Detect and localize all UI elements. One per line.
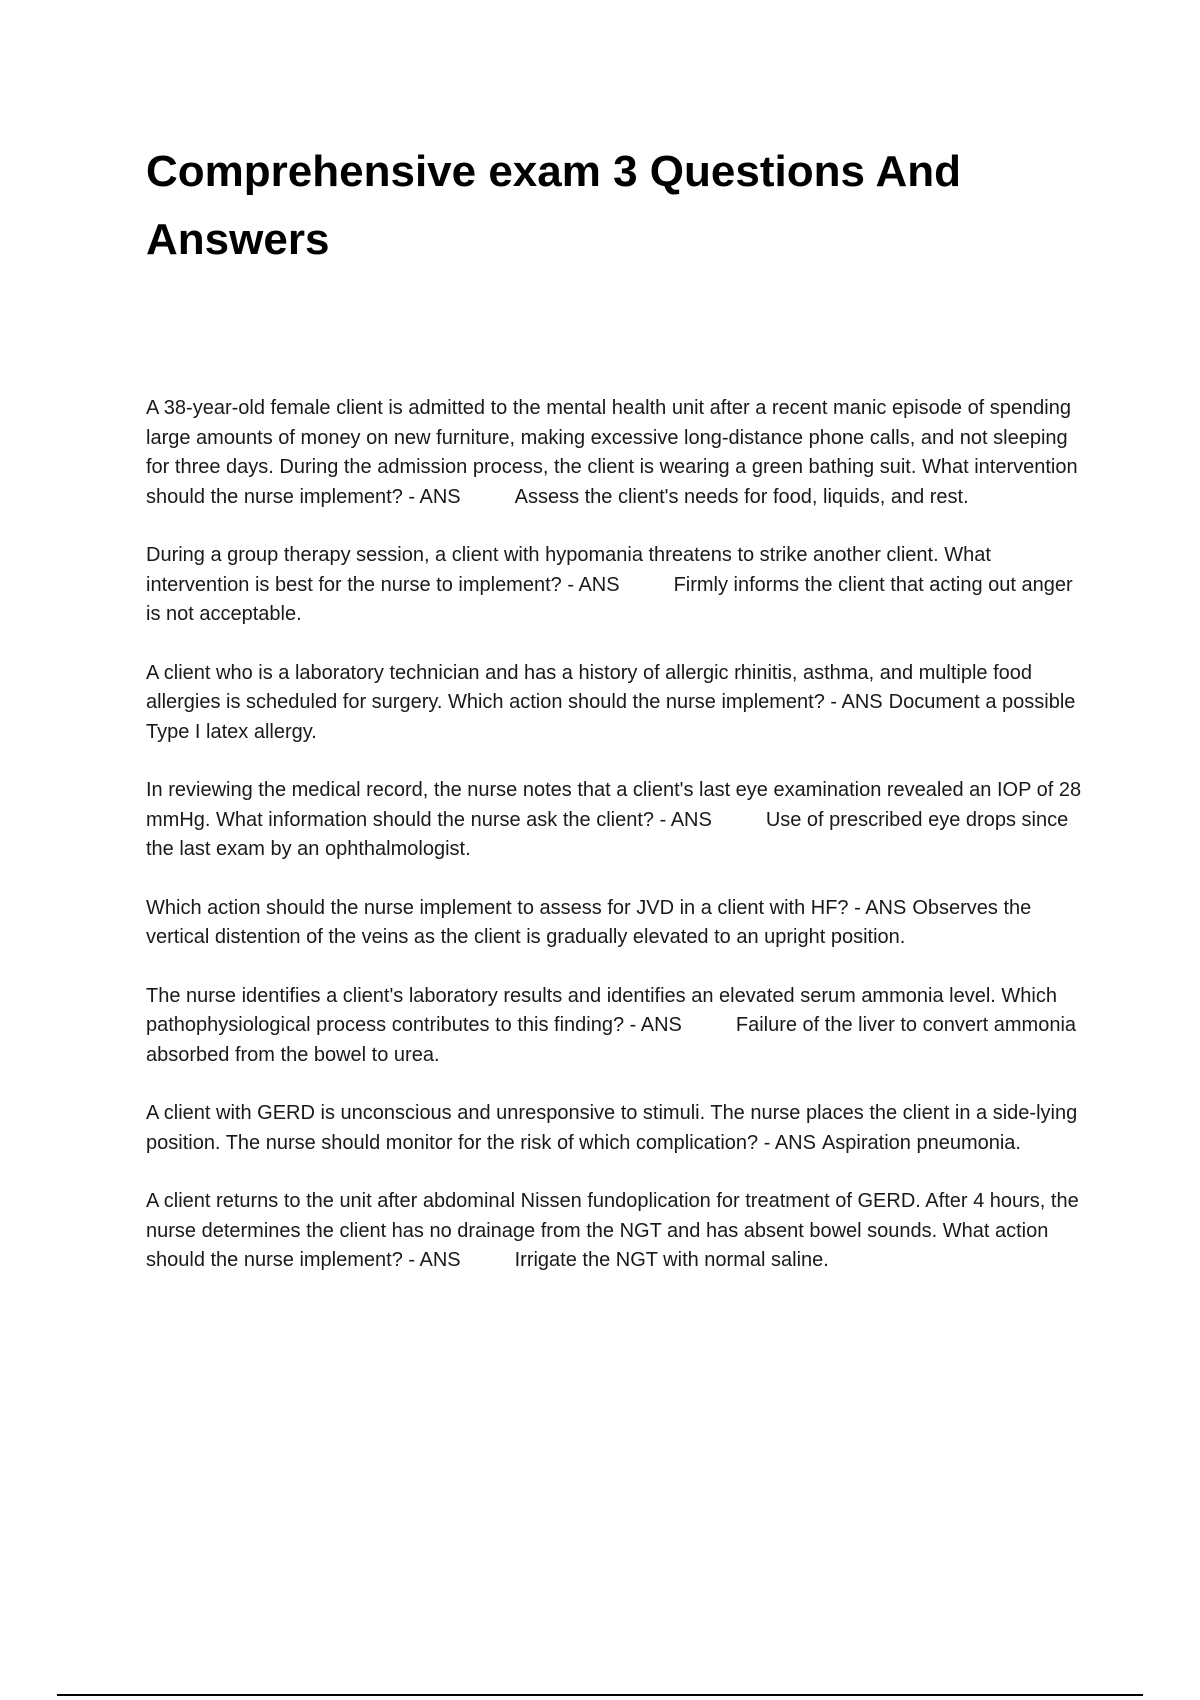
answer-text: Document a possible Type I latex allergy. <box>146 691 1076 743</box>
qa-item <box>146 1099 1092 1158</box>
question-text: The nurse identifies a client's laboratory results and identifies an elevated serum ammonia level. Which pathophysiological process contributes to this finding? - ANS <box>146 984 1057 1036</box>
answer-text: Observes the vertical distention of the veins as the client is gradually elevated to an upright position. <box>146 896 1032 948</box>
question-text: Which action should the nurse implement to assess for JVD in a client with HF? - ANS <box>146 896 907 919</box>
question-text: In reviewing the medical record, the nurse notes that a client's last eye examination revealed an IOP of 28 mmHg. What information should the nurse ask the client? - ANS <box>146 779 1082 831</box>
qa-list <box>146 394 1092 1305</box>
document-title: Comprehensive exam 3 Questions And Answers <box>146 147 962 264</box>
qa-item <box>146 659 1092 748</box>
qa-item <box>146 1187 1092 1276</box>
answer-text: Aspiration pneumonia. <box>821 1131 1021 1154</box>
answer-text: Firmly informs the client that acting out anger is not acceptable. <box>146 573 1073 625</box>
qa-item <box>146 894 1092 953</box>
answer-text: Assess the client's needs for food, liquids, and rest. <box>514 485 969 508</box>
qa-item <box>146 394 1092 512</box>
question-text: A client with GERD is unconscious and unresponsive to stimuli. The nurse places the client in a side-lying position. The nurse should monitor for the risk of which complication? - ANS <box>146 1102 1078 1154</box>
question-text: A 38-year-old female client is admitted to the mental health unit after a recent manic episode of spending large amounts of money on new furniture, making excessive long-distance phone calls, and not sleeping for three days. During the admission process, the client is wearing a green bathing suit. What intervention should the nurse implement? - ANS <box>146 397 1078 508</box>
question-text: During a group therapy session, a client with hypomania threatens to strike another client. What intervention is best for the nurse to implement? - ANS <box>146 544 991 596</box>
answer-text: Use of prescribed eye drops since the last exam by an ophthalmologist. <box>146 808 1069 860</box>
qa-item <box>146 776 1092 865</box>
answer-text: Irrigate the NGT with normal saline. <box>514 1249 829 1271</box>
question-text: A client returns to the unit after abdominal Nissen fundoplication for treatment of GERD. After 4 hours, the nurse determines the client has no drainage from the NGT and has absent bowel sounds. What action should the nurse implement? - ANS <box>146 1190 1079 1271</box>
footer-divider <box>57 1694 1143 1696</box>
answer-text: Failure of the liver to convert ammonia absorbed from the bowel to urea. <box>146 1014 1077 1066</box>
qa-item <box>146 982 1092 1071</box>
question-text: A client who is a laboratory technician and has a history of allergic rhinitis, asthma, and multiple food allergies is scheduled for surgery. Which action should the nurse implement? - ANS <box>146 661 1033 713</box>
qa-item <box>146 541 1092 630</box>
